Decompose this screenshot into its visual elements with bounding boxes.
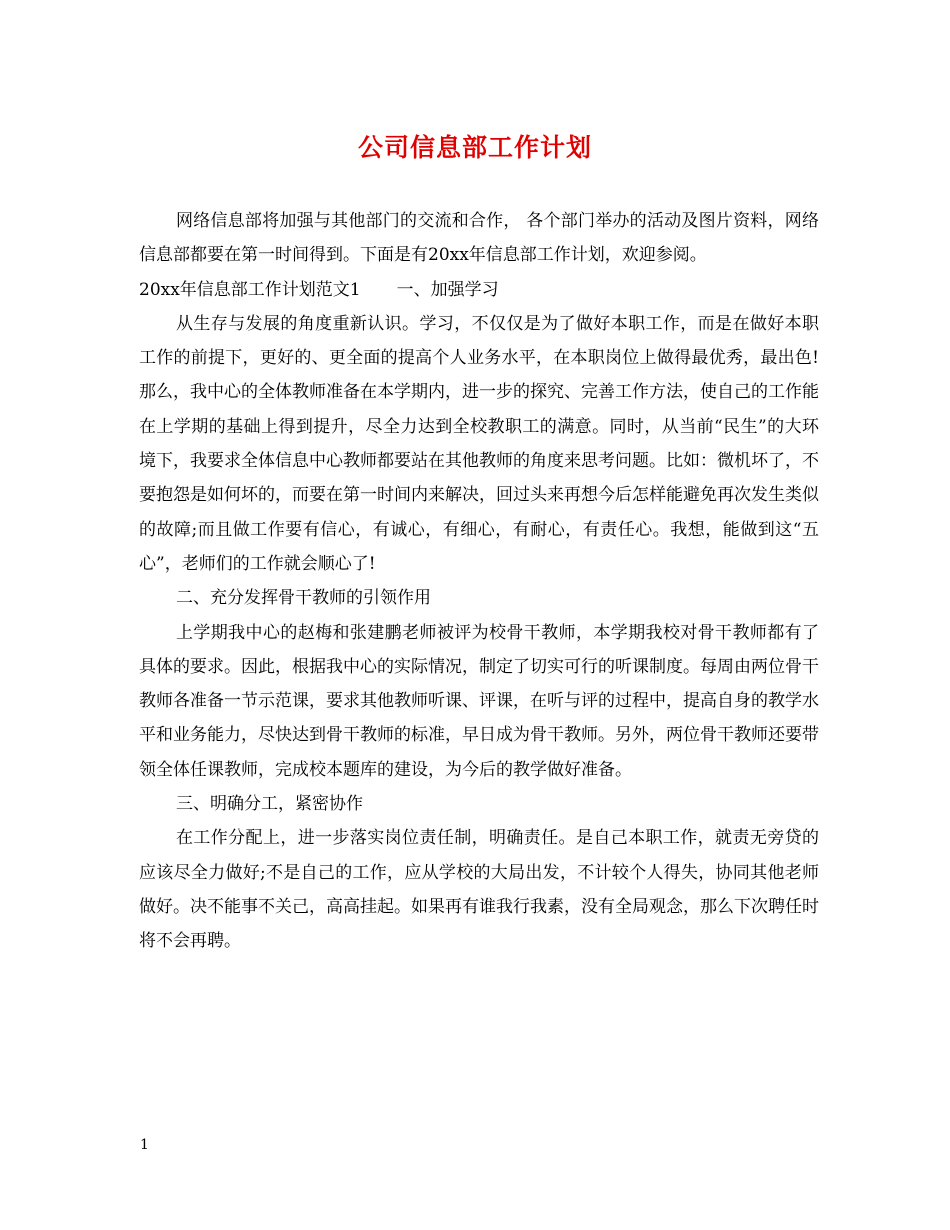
document-title: 公司信息部工作计划 — [357, 133, 592, 162]
section-heading-3: 三、明确分工，紧密协作 — [176, 794, 363, 815]
section-heading-2: 二、充分发挥骨干教师的引领作用 — [176, 588, 431, 609]
paragraph-1: 从生存与发展的角度重新认识。学习，不仅仅是为了做好本职工作，而是在做好本职工作的前提下，更好的、更全面的提高个人业务水平，在本职岗位上做得最优秀，最出色!那么，我中心的全体教师准备在本学期内，进一步的探究、完善工作方法，使自己的工作能在上学期的基础上得到提升，尽全力达到全校教职工的满意。同时，从当前“民生”的大环境下，我要求全体信息中心教师都要站在其他教师的角度来思考问题。比如：微机坏了，不要抱怨是如何坏的，而要在第一时间内来解决，回过头来再想今后怎样能避免再次发生类似的故障;而且做工作要有信心，有诚心，有细心，有耐心，有责任心。我想，能做到这“五心”，老师们的工作就会顺心了! — [139, 313, 819, 574]
sample-subtitle: 20xx年信息部工作计划范文1 — [139, 279, 361, 300]
sample-heading — [139, 273, 819, 307]
paragraph-2: 上学期我中心的赵梅和张建鹏老师被评为校骨干教师，本学期我校对骨干教师都有了具体的要求。因此，根据我中心的实际情况，制定了切实可行的听课制度。每周由两位骨干教师各准备一节示范课，要求其他教师听课、评课，在听与评的过程中，提高自身的教学水平和业务能力，尽快达到骨干教师的标准，早日成为骨干教师。另外，两位骨干教师还要带领全体任课教师，完成校本题库的建设，为今后的教学做好准备。 — [139, 622, 819, 780]
paragraph-3: 在工作分配上，进一步落实岗位责任制，明确责任。是自己本职工作，就责无旁贷的应该尽全力做好;不是自己的工作，应从学校的大局出发，不计较个人得失，协同其他老师做好。决不能事不关己，高高挂起。如果再有谁我行我素，没有全局观念，那么下次聘任时将不会再聘。 — [139, 828, 819, 952]
page-number: 1 — [140, 1137, 149, 1153]
section-heading-1: 一、加强学习 — [396, 279, 499, 300]
document-body — [139, 204, 819, 959]
intro-paragraph: 网络信息部将加强与其他部门的交流和合作， 各个部门举办的活动及图片资料，网络信息部都要在第一时间得到。下面是有20xx年信息部工作计划，欢迎参阅。 — [139, 211, 819, 266]
